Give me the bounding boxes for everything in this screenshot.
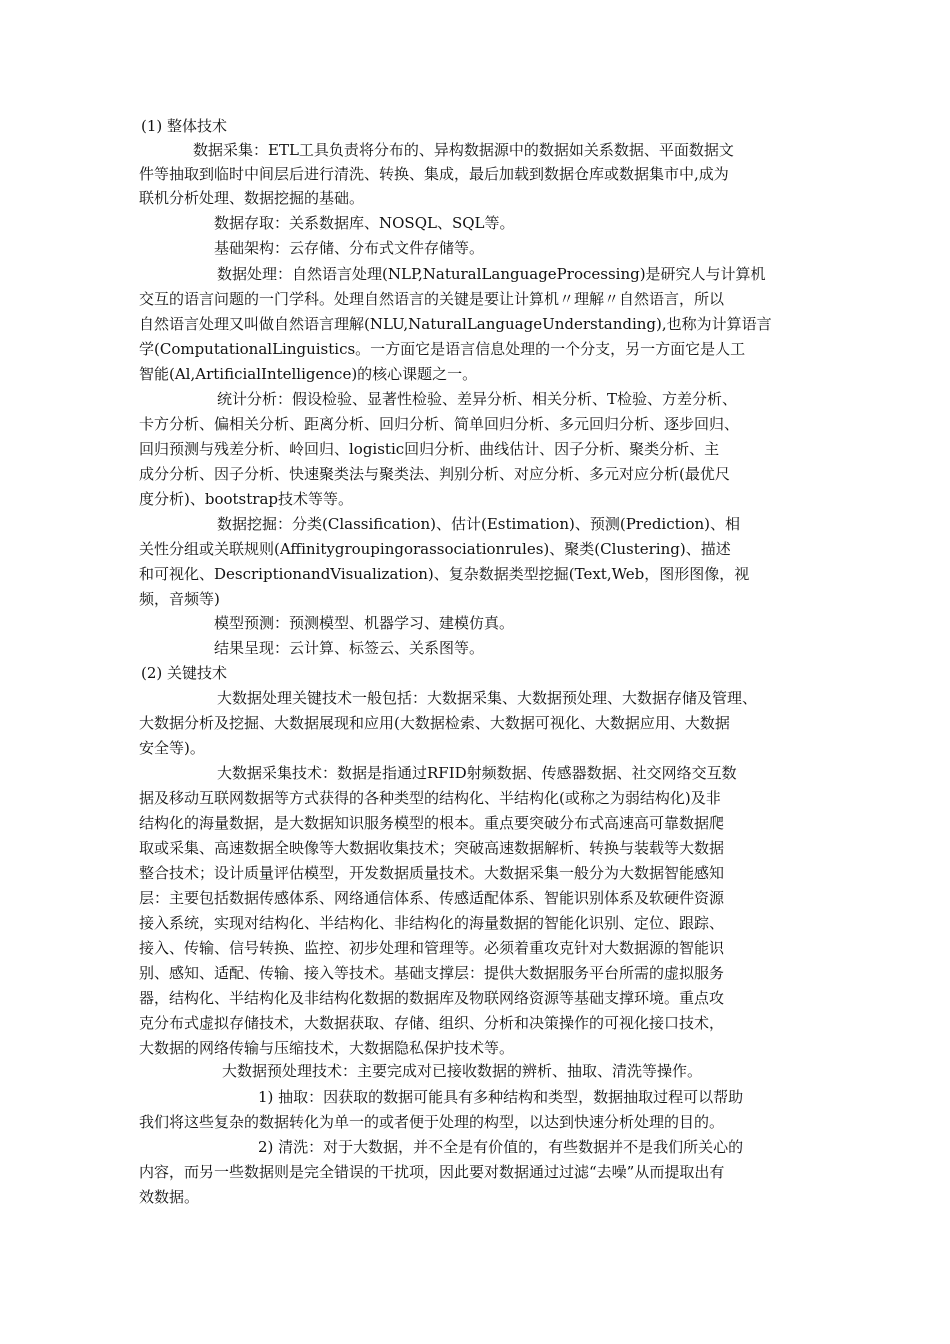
data-collection-line: 联机分析处理、数据挖掘的基础。 [139,189,365,207]
result-presentation-line: 结果呈现：云计算、标签云、关系图等。 [214,639,485,657]
section-2-heading: (2) 关键技术 [141,664,228,682]
acquisition-line: 据及移动互联网数据等方式获得的各种类型的结构化、半结构化(或称之为弱结构化)及非 [139,789,721,807]
clean-line: 效数据。 [139,1188,200,1206]
model-prediction-line: 模型预测：预测模型、机器学习、建模仿真。 [214,614,515,632]
data-mining-line: 频，音频等) [139,590,220,608]
data-processing-line: 交互的语言问题的一门学科。处理自然语言的关键是要让计算机〃理解〃自然语言，所以 [139,290,725,308]
acquisition-line: 取或采集、高速数据全映像等大数据收集技术；突破高速数据解析、转换与装载等大数据 [139,839,725,857]
extract-line: 我们将这些复杂的数据转化为单一的或者便于处理的构型，以达到快速分析处理的目的。 [139,1113,725,1131]
statistics-line: 回归预测与残差分析、岭回归、logistic回归分析、曲线估计、因子分析、聚类分析、主 [139,440,720,458]
statistics-line: 卡方分析、偏相关分析、距离分析、回归分析、简单回归分析、多元回归分析、逐步回归、 [139,415,740,433]
data-mining-line: 数据挖掘：分类(Classification)、估计(Estimation)、预测(Prediction)、相 [217,515,741,533]
data-processing-line: 智能(Al,ArtificialIntelligence)的核心课题之一。 [139,365,478,383]
data-storage-line: 数据存取：关系数据库、NOSQL、SQL等。 [214,214,515,232]
acquisition-line: 大数据采集技术：数据是指通过RFID射频数据、传感器数据、社交网络交互数 [217,764,737,782]
extract-line: 1) 抽取：因获取的数据可能具有多种结构和类型，数据抽取过程可以帮助 [258,1088,744,1106]
statistics-line: 度分析)、bootstrap技术等等。 [139,490,353,508]
key-tech-intro-line: 大数据分析及挖掘、大数据展现和应用(大数据检索、大数据可视化、大数据应用、大数据 [139,714,730,732]
data-collection-line: 数据采集：ETL工具负责将分布的、异构数据源中的数据如关系数据、平面数据文 [193,141,734,159]
statistics-line: 成分分析、因子分析、快速聚类法与聚类法、判别分析、对应分析、多元对应分析(最优尺 [139,465,730,483]
data-collection-line: 件等抽取到临时中间层后进行清洗、转换、集成，最后加载到数据仓库或数据集市中,成为 [139,165,729,183]
acquisition-line: 克分布式虚拟存储技术，大数据获取、存储、组织、分析和决策操作的可视化接口技术， [139,1014,725,1032]
acquisition-line: 整合技术；设计质量评估模型，开发数据质量技术。大数据采集一般分为大数据智能感知 [139,864,725,882]
data-mining-line: 关性分组或关联规则(Affinitygroupingorassociationrules)、聚类(Clustering)、描述 [139,540,731,558]
data-processing-line: 数据处理：自然语言处理(NLP,NaturalLanguageProcessing)是研究人与计算机 [217,265,766,283]
acquisition-line: 接入系统，实现对结构化、半结构化、非结构化的海量数据的智能化识别、定位、跟踪、 [139,914,725,932]
acquisition-line: 结构化的海量数据，是大数据知识服务模型的根本。重点要突破分布式高速高可靠数据爬 [139,814,725,832]
acquisition-line: 别、感知、适配、传输、接入等技术。基础支撑层：提供大数据服务平台所需的虚拟服务 [139,964,725,982]
acquisition-line: 接入、传输、信号转换、监控、初步处理和管理等。必须着重攻克针对大数据源的智能识 [139,939,725,957]
infrastructure-line: 基础架构：云存储、分布式文件存储等。 [214,239,485,257]
key-tech-intro-line: 大数据处理关键技术一般包括：大数据采集、大数据预处理、大数据存储及管理、 [217,689,758,707]
acquisition-line: 器，结构化、半结构化及非结构化数据的数据库及物联网络资源等基础支撑环境。重点攻 [139,989,725,1007]
acquisition-line: 层：主要包括数据传感体系、网络通信体系、传感适配体系、智能识别体系及软硬件资源 [139,889,725,907]
clean-line: 内容，而另一些数据则是完全错误的干扰项，因此要对数据通过过滤“去噪”从而提取出有 [139,1163,725,1181]
statistics-line: 统计分析：假设检验、显著性检验、差异分析、相关分析、T检验、方差分析、 [217,390,738,408]
section-1-heading: (1) 整体技术 [141,117,228,135]
acquisition-line: 大数据的网络传输与压缩技术，大数据隐私保护技术等。 [139,1039,515,1057]
preprocess-line: 大数据预处理技术：主要完成对已接收数据的辨析、抽取、清洗等操作。 [222,1062,703,1080]
data-processing-line: 自然语言处理又叫做自然语言理解(NLU,NaturalLanguageUnderstanding),也称为计算语言 [139,315,772,333]
key-tech-intro-line: 安全等)。 [139,739,205,757]
data-mining-line: 和可视化、DescriptionandVisualization)、复杂数据类型挖掘(Text,Web，图形图像，视 [139,565,750,583]
clean-line: 2) 清洗：对于大数据，并不全是有价值的，有些数据并不是我们所关心的 [258,1138,744,1156]
data-processing-line: 学(ComputationalLinguistics。一方面它是语言信息处理的一个分支，另一方面它是人工 [139,340,746,358]
